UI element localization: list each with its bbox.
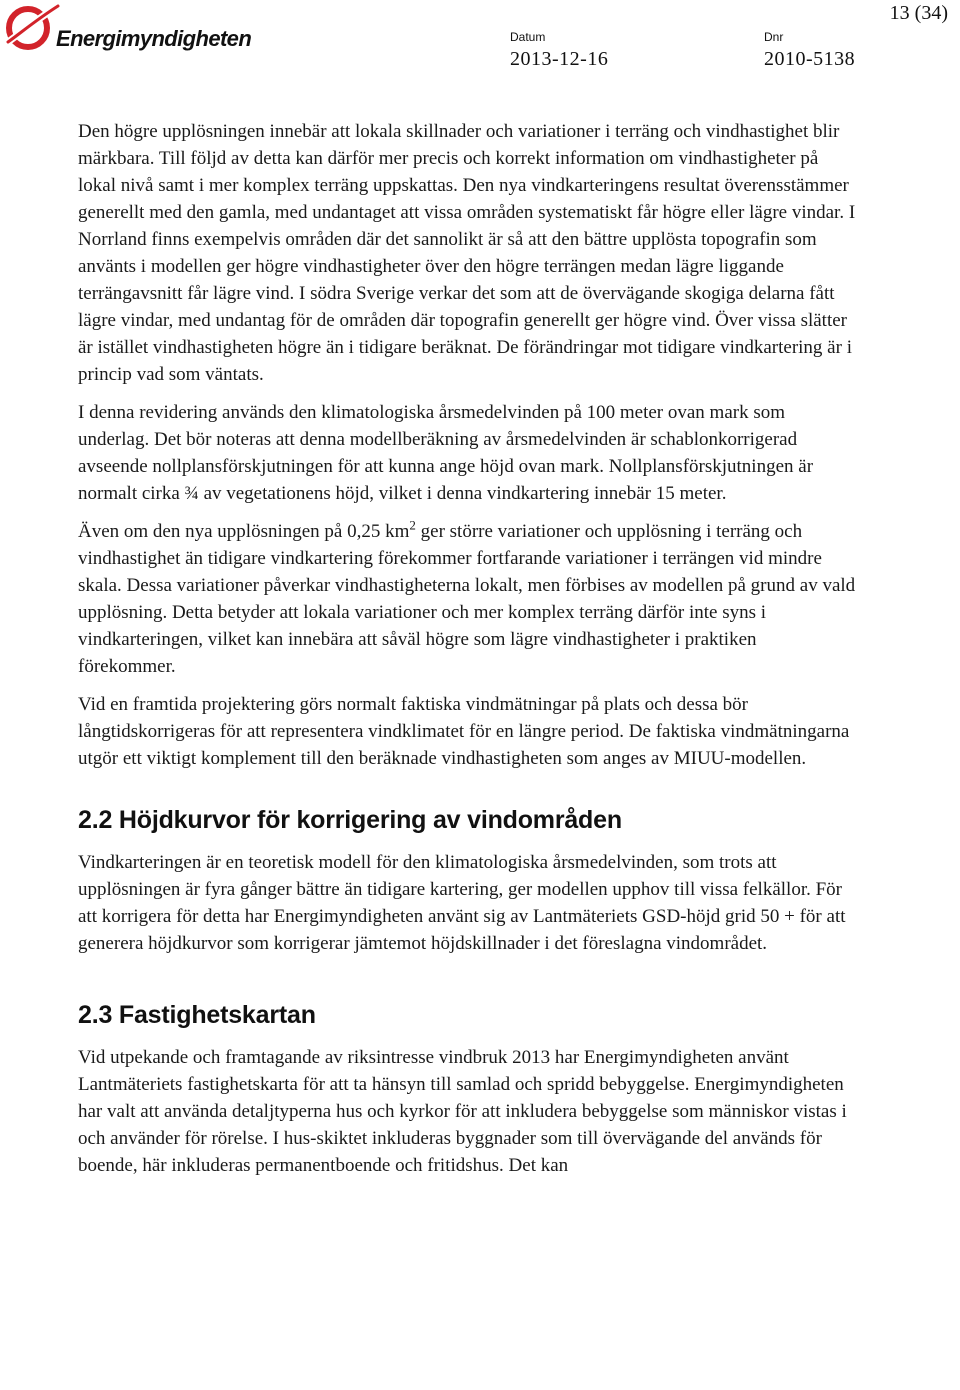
document-body <box>78 118 858 1190</box>
paragraph-3-start: Även om den nya upplösningen på 0,25 km <box>78 521 410 542</box>
paragraph-4: Vid en framtida projektering görs normalt faktiska vindmätningar på plats och dessa bör långtidskorrigeras för att representera vindklimatet för en längre period. De faktiska vindmätningarna utgör ett viktigt komplement till den beräknade vindhastigheten som anges av MIUU-modellen. <box>78 694 850 769</box>
section-heading-2-2: 2.2 Höjdkurvor för korrigering av vindområden <box>78 806 622 834</box>
paragraph-2: I denna revidering används den klimatologiska årsmedelvinden på 100 meter ovan mark som underlag. Det bör noteras att denna modellberäkning av årsmedelvinden är schablonkorrigerad avseende nollplansförskjutningen för att kunna ange höjd ovan mark. Nollplansförskjutningen är normalt cirka ¾ av vegetationens höjd, vilket i denna vindkartering innebär 15 meter. <box>78 402 814 504</box>
datum-value: 2013-12-16 <box>510 48 609 70</box>
paragraph-3-rest: ger större variationer och upplösning i terräng och vindhastighet än tidigare vindkartering förekommer fortfarande variationer i terrängen vid mindre skala. Dessa variationer påverkar vindhastigheterna lokalt, men förbises av modellen på grund av vald upplösning. Detta betyder att lokala variationer och mer komplex terräng därför inte syns i vindkarteringen, vilket kan innebära att såväl högre som lägre vindhastigheter i praktiken förekommer. <box>78 521 856 677</box>
section-2-2-text: Vindkarteringen är en teoretisk modell för den klimatologiska årsmedelvinden, som trots att upplösningen är fyra gånger bättre än tidigare kartering, ger modellen upphov till vissa felkällor. För att korrigera för detta har Energimyndigheten använt sig av Lantmäteriets GSD-höjd grid 50 + för att generera höjdkurvor som korrigerar jämtemot höjdskillnader i det föreslagna vindområdet. <box>78 852 846 954</box>
paragraph-1: Den högre upplösningen innebär att lokala skillnader och variationer i terräng och vindhastighet blir märkbara. Till följd av detta kan därför mer precis och korrekt information om vindhastigheter på lokal nivå samt i mer komplex terräng uppskattas. Den nya vindkarteringens resultat överensstämmer generellt med den gamla, med undantaget att vissa områden systematiskt får högre eller lägre vindar. I Norrland finns exempelvis områden där det sannolikt är så att den bättre upplösta topografin som använts i modellen ger högre vindhastigheter över den högre terrängen medan lägre liggande terrängavsnitt får lägre vind. I södra Sverige verkar det som att de övervägande skogiga delarna fått lägre vindar, med undantag för de områden där topografin generellt ger högre vind. Över vissa slätter är istället vindhastigheten högre än i tidigare beräknat. De förändringar mot tidigare vindkartering är i princip vad som väntats. <box>78 121 856 385</box>
logo-swoosh-icon <box>4 2 60 52</box>
logo-text: Energimyndigheten <box>56 26 252 51</box>
energimyndigheten-logo <box>4 2 252 54</box>
superscript-2: 2 <box>409 517 416 533</box>
section-2-3-text: Vid utpekande och framtagande av riksintresse vindbruk 2013 har Energimyndigheten använt Lantmäteriets fastighetskarta för att ta hänsyn till samlad och spridd bebyggelse. Energimyndigheten har valt att använda detaljtyperna hus och kyrkor för att inkludera bebyggelse som människor vistas i och använder för rörelse. I hus-skiktet inkluderas byggnader som till övervägande del används för boende, här inkluderas permanentboende och fritidshus. Det kan <box>78 1047 847 1176</box>
section-heading-2-3: 2.3 Fastighetskartan <box>78 1001 316 1029</box>
paragraph-3 <box>78 518 858 680</box>
dnr-value: 2010-5138 <box>764 48 856 70</box>
page-header <box>0 0 960 80</box>
dnr-label: Dnr <box>764 30 784 44</box>
datum-label: Datum <box>510 30 546 44</box>
page-number: 13 (34) <box>889 2 948 24</box>
